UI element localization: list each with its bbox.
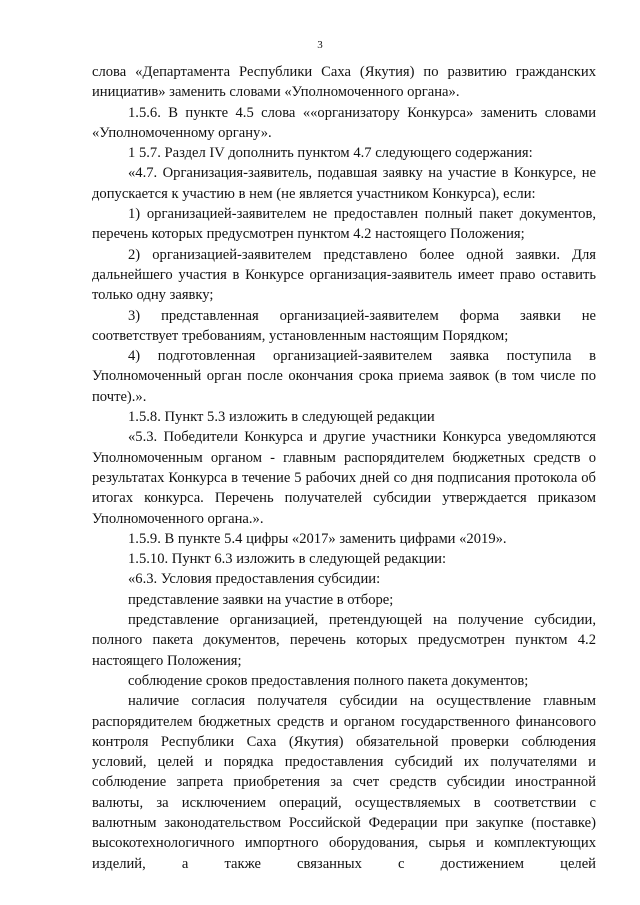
page-number: 3 xyxy=(317,39,323,51)
list-item-2: 2) организацией-заявителем представлено более одной заявки. Для дальнейшего участия в Конкурсе организация-заявитель имеет право оставить только одну заявку; xyxy=(92,246,596,304)
condition-item-4: наличие согласия получателя субсидии на осуществление главным распорядителем бюджетных средств и органом государственного финансового контроля Республики Саха (Якутия) обязательной проверки соблюдения условий, целей и порядка предоставления субсидий их получателями и соблюдение запрета приобретения за счет средств субсидии иностранной валюты, за исключением операций, осуществляемых в соответствии с валютным законодательством Российской Федерации при закупке (поставке) высокотехнологичного импортного оборудования, сырья и комплектующих изделий, а также связанных с достижением целей xyxy=(92,693,596,872)
condition-item-2: представление организацией, претендующей на получение субсидии, полного пакета документов, перечень которых предусмотрен пунктом 4.2 настоящего Положения; xyxy=(92,612,596,669)
list-item-3: 3) представленная организацией-заявителем форма заявки не соответствует требованиям, установленным настоящим Порядком; xyxy=(92,307,596,344)
paragraph-1-5-6: 1.5.6. В пункте 4.5 слова ««организатору Конкурса» заменить словами «Уполномоченному органу». xyxy=(92,104,596,141)
paragraph-continuation: слова «Департамента Республики Саха (Якутия) по развитию гражданских инициатив» заменить словами «Уполномоченного органа». xyxy=(92,64,596,101)
paragraph-6-3: «6.3. Условия предоставления субсидии: xyxy=(128,571,381,588)
document-body xyxy=(92,62,596,874)
paragraph-4-7: «4.7. Организация-заявитель, подавшая заявку на участие в Конкурсе, не допускается к участию в нем (не является участником Конкурса), если: xyxy=(92,165,596,202)
paragraph-1-5-9: 1.5.9. В пункте 5.4 цифры «2017» заменить цифрами «2019». xyxy=(128,530,507,547)
list-item-4: 4) подготовленная организацией-заявителем заявка поступила в Уполномоченный орган после окончания срока приема заявок (в том числе по почте).». xyxy=(92,348,596,405)
list-item-1: 1) организацией-заявителем не предоставлен полный пакет документов, перечень которых предусмотрен пунктом 4.2 настоящего Положения; xyxy=(92,206,596,243)
condition-item-1: представление заявки на участие в отборе; xyxy=(128,591,394,608)
paragraph-1-5-10: 1.5.10. Пункт 6.3 изложить в следующей редакции: xyxy=(128,551,447,568)
paragraph-1-5-8: 1.5.8. Пункт 5.3 изложить в следующей редакции xyxy=(128,409,435,426)
paragraph-5-3: «5.3. Победители Конкурса и другие участники Конкурса уведомляются Уполномоченным органом - главным распорядителем бюджетных средств о результатах Конкурса в течение 5 рабочих дней со дня подписания протокола об итогах конкурса. Перечень получателей субсидии утверждается приказом Уполномоченного органа.». xyxy=(92,429,596,527)
paragraph-1-5-7: 1 5.7. Раздел IV дополнить пунктом 4.7 следующего содержания: xyxy=(128,145,533,162)
condition-item-3: соблюдение сроков предоставления полного пакета документов; xyxy=(128,672,529,689)
